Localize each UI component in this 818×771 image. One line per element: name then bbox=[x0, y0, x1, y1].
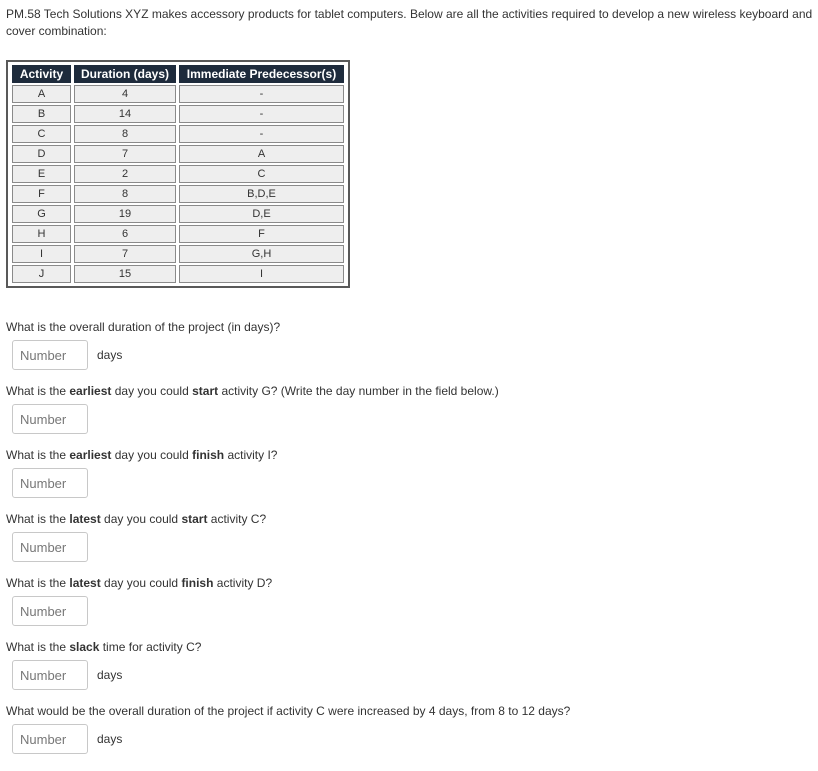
answer-input[interactable] bbox=[12, 596, 88, 626]
question-text-part: time for activity C? bbox=[99, 640, 202, 654]
question-text-part: day you could bbox=[111, 384, 193, 398]
table-row bbox=[12, 165, 344, 183]
cell-activity: I bbox=[12, 245, 71, 263]
question-7 bbox=[6, 704, 806, 754]
cell-predecessors: A bbox=[179, 145, 344, 163]
answer-input[interactable] bbox=[12, 404, 88, 434]
cell-activity: F bbox=[12, 185, 71, 203]
question-emphasis: slack bbox=[69, 640, 100, 654]
table-body bbox=[12, 85, 344, 283]
question-text-part: What is the bbox=[6, 576, 70, 590]
activity-table-frame bbox=[6, 60, 350, 288]
question-text-part: What is the bbox=[6, 640, 70, 654]
table-header-row bbox=[12, 65, 344, 83]
question-1 bbox=[6, 320, 806, 370]
question-text-part: What is the bbox=[6, 384, 70, 398]
cell-duration: 15 bbox=[74, 265, 176, 283]
cell-predecessors: C bbox=[179, 165, 344, 183]
question-text bbox=[6, 576, 806, 591]
question-text bbox=[6, 384, 806, 399]
problem-intro: PM.58 Tech Solutions XYZ makes accessory products for tablet computers. Below are all the activities required to develop a new wireless keyboard and cover combination: bbox=[6, 7, 813, 38]
cell-predecessors: - bbox=[179, 85, 344, 103]
cell-predecessors: - bbox=[179, 125, 344, 143]
question-emphasis: latest bbox=[69, 512, 101, 526]
question-2 bbox=[6, 384, 806, 434]
cell-duration: 2 bbox=[74, 165, 176, 183]
question-text-part: What would be the overall duration of the project if activity C were increased by 4 days, from 8 to 12 days? bbox=[6, 704, 571, 718]
table-row bbox=[12, 265, 344, 283]
cell-predecessors: D,E bbox=[179, 205, 344, 223]
cell-predecessors: G,H bbox=[179, 245, 344, 263]
question-5 bbox=[6, 576, 806, 626]
question-text-part: activity D? bbox=[213, 576, 273, 590]
answer-row bbox=[6, 660, 806, 690]
answer-row bbox=[6, 468, 806, 498]
cell-activity: J bbox=[12, 265, 71, 283]
cell-duration: 6 bbox=[74, 225, 176, 243]
question-text-part: day you could bbox=[100, 512, 182, 526]
question-text bbox=[6, 640, 806, 655]
question-emphasis: start bbox=[192, 384, 219, 398]
cell-predecessors: F bbox=[179, 225, 344, 243]
activity-table bbox=[9, 63, 347, 285]
question-emphasis: finish bbox=[192, 448, 225, 462]
question-text bbox=[6, 448, 806, 463]
answer-row bbox=[6, 532, 806, 562]
question-emphasis: finish bbox=[181, 576, 214, 590]
cell-predecessors: - bbox=[179, 105, 344, 123]
question-text-part: activity C? bbox=[207, 512, 267, 526]
unit-label: days bbox=[97, 668, 123, 682]
question-text-part: What is the bbox=[6, 512, 70, 526]
question-emphasis: earliest bbox=[69, 384, 112, 398]
answer-row bbox=[6, 404, 806, 434]
question-text-part: day you could bbox=[111, 448, 193, 462]
answer-input[interactable] bbox=[12, 532, 88, 562]
header-predecessors: Immediate Predecessor(s) bbox=[179, 65, 344, 83]
table-row bbox=[12, 245, 344, 263]
cell-predecessors: B,D,E bbox=[179, 185, 344, 203]
answer-input[interactable] bbox=[12, 724, 88, 754]
question-3 bbox=[6, 448, 806, 498]
answer-row bbox=[6, 596, 806, 626]
answer-input[interactable] bbox=[12, 468, 88, 498]
table-row bbox=[12, 125, 344, 143]
unit-label: days bbox=[97, 348, 123, 362]
question-text-part: day you could bbox=[100, 576, 182, 590]
cell-duration: 4 bbox=[74, 85, 176, 103]
question-emphasis: latest bbox=[69, 576, 101, 590]
question-emphasis: start bbox=[181, 512, 208, 526]
table-row bbox=[12, 85, 344, 103]
unit-label: days bbox=[97, 732, 123, 746]
cell-activity: E bbox=[12, 165, 71, 183]
question-text-part: What is the overall duration of the project (in days)? bbox=[6, 320, 281, 334]
cell-predecessors: I bbox=[179, 265, 344, 283]
cell-activity: B bbox=[12, 105, 71, 123]
cell-activity: C bbox=[12, 125, 71, 143]
answer-input[interactable] bbox=[12, 660, 88, 690]
cell-activity: D bbox=[12, 145, 71, 163]
answer-row bbox=[6, 340, 806, 370]
table-row bbox=[12, 225, 344, 243]
question-text-part: What is the bbox=[6, 448, 70, 462]
cell-duration: 8 bbox=[74, 125, 176, 143]
cell-activity: H bbox=[12, 225, 71, 243]
question-emphasis: earliest bbox=[69, 448, 112, 462]
cell-activity: A bbox=[12, 85, 71, 103]
answer-row bbox=[6, 724, 806, 754]
cell-duration: 7 bbox=[74, 145, 176, 163]
table-row bbox=[12, 205, 344, 223]
question-6 bbox=[6, 640, 806, 690]
header-duration: Duration (days) bbox=[74, 65, 176, 83]
question-text-part: activity G? (Write the day number in the field below.) bbox=[218, 384, 499, 398]
cell-duration: 7 bbox=[74, 245, 176, 263]
question-text bbox=[6, 704, 806, 719]
question-4 bbox=[6, 512, 806, 562]
table-row bbox=[12, 105, 344, 123]
cell-duration: 14 bbox=[74, 105, 176, 123]
cell-duration: 19 bbox=[74, 205, 176, 223]
table-row bbox=[12, 185, 344, 203]
question-text bbox=[6, 320, 806, 335]
header-activity: Activity bbox=[12, 65, 71, 83]
cell-activity: G bbox=[12, 205, 71, 223]
table-row bbox=[12, 145, 344, 163]
cell-duration: 8 bbox=[74, 185, 176, 203]
question-text-part: activity I? bbox=[224, 448, 278, 462]
question-text bbox=[6, 512, 806, 527]
answer-input[interactable] bbox=[12, 340, 88, 370]
